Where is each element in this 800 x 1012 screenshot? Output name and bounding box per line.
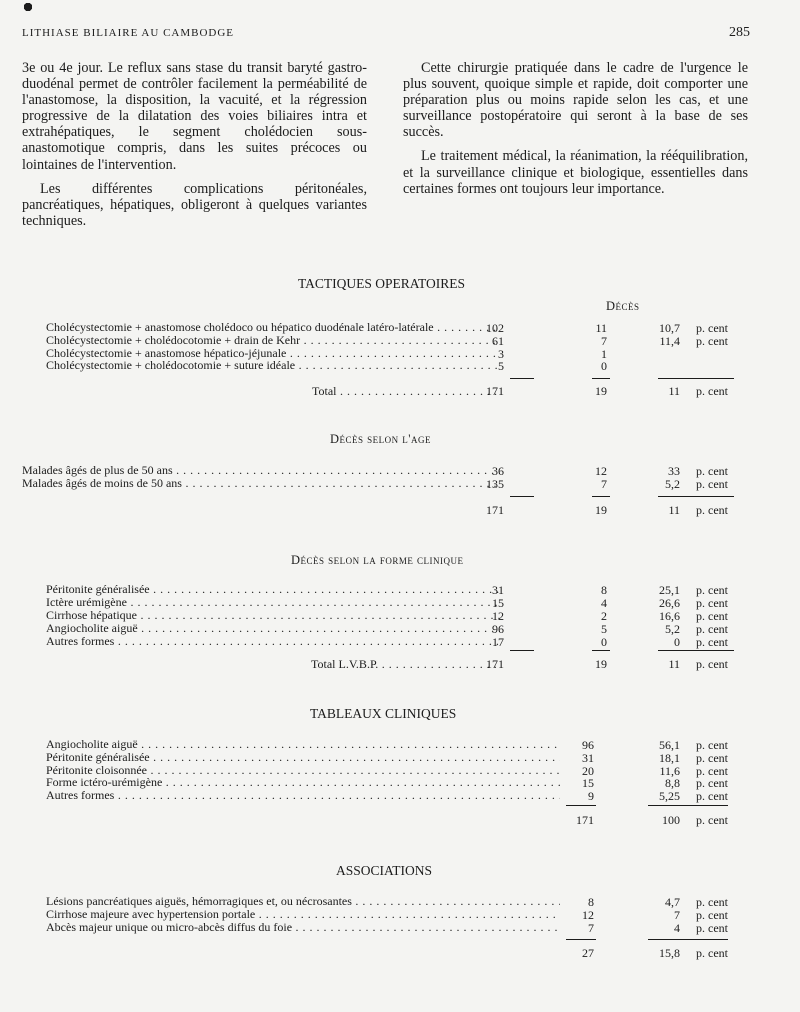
total-unit: p. cent <box>696 384 728 398</box>
row-deaths: 0 <box>601 635 607 649</box>
total-count: 171 <box>486 657 504 671</box>
row-unit: p. cent <box>696 763 728 778</box>
paragraph: Cette chirurgie pratiquée dans le cadre de l'urgence le plus souvent, quoique simple et rapide, doit comporter une préparation plus ou moins rapide selon les cas, et une surveillance postopératoire qui seront à la base de ses succès. <box>403 60 748 141</box>
total-rule <box>592 378 610 379</box>
row-count: 135 <box>486 477 504 491</box>
row-unit: p. cent <box>696 776 728 791</box>
row-label: Péritonite cloisonnée . . . <box>46 764 560 777</box>
paragraph: 3e ou 4e jour. Le reflux sans stase du transit baryté gastro-duodénal permet de contrôler facilement la perméabilité de l'anastomose, la disposition, la vacuité, et la régression progressive de la dilatation des voies biliaires intra et extrahépatiques, le segment cholédocien sous-anastomotique compris, dans les suites précoces ou lointaines de l'intervention. <box>22 60 367 173</box>
row-label: Malades âgés de plus de 50 ans . . . <box>22 464 500 477</box>
row-percent: 4,7 <box>665 895 680 909</box>
row-label: Cirrhose hépatique . . . <box>46 609 500 622</box>
total-deaths: 19 <box>595 503 607 517</box>
row-percent: 10,7 <box>659 321 680 335</box>
total-rule <box>658 378 734 379</box>
total-rule <box>658 496 734 497</box>
row-count: 15 <box>582 776 594 791</box>
total-percent: 15,8 <box>659 946 680 960</box>
row-deaths: 7 <box>601 333 607 348</box>
row-deaths: 2 <box>601 609 607 623</box>
row-unit: p. cent <box>696 635 728 649</box>
paragraph: Les différentes complications péritonéales, pancréatiques, hépatiques, obligeront à quelques variantes techniques. <box>22 180 367 229</box>
row-unit: p. cent <box>696 907 728 922</box>
row-percent: 25,1 <box>659 583 680 597</box>
row-label: Autres formes . . . <box>46 789 560 802</box>
row-label: Angiocholite aiguë . . . <box>46 738 560 751</box>
row-unit: p. cent <box>696 596 728 610</box>
row-unit: p. cent <box>696 622 728 636</box>
total-rule <box>648 805 728 806</box>
deces-column-header: Décès <box>606 299 640 313</box>
total-count: 27 <box>582 946 594 960</box>
table-title-tableaux: TABLEAUX CLINIQUES <box>310 706 457 721</box>
row-count: 7 <box>588 920 594 935</box>
row-percent: 4 <box>674 920 680 935</box>
total-percent: 11 <box>668 503 680 517</box>
row-unit: p. cent <box>696 738 728 752</box>
row-unit: p. cent <box>696 750 728 765</box>
total-unit: p. cent <box>696 813 728 827</box>
row-label: Cirrhose majeure avec hypertension portale . . . <box>46 908 560 921</box>
total-rule <box>658 650 734 651</box>
row-percent: 18,1 <box>659 750 680 765</box>
row-unit: p. cent <box>696 920 728 935</box>
row-deaths: 11 <box>595 321 607 335</box>
total-count: 171 <box>486 503 504 517</box>
row-label: Cholécystectomie + anastomose cholédoco ou hépatico duodénale latéro-latérale . . . <box>46 321 500 334</box>
row-unit: p. cent <box>696 464 728 478</box>
row-label: Cholécystectomie + cholédocotomie + drain de Kehr . . . <box>46 334 500 347</box>
total-percent: 11 <box>668 657 680 671</box>
row-label: Malades âgés de moins de 50 ans . . . <box>22 477 500 490</box>
row-deaths: 1 <box>601 346 607 361</box>
total-deaths: 19 <box>595 657 607 671</box>
row-count: 31 <box>582 750 594 765</box>
row-count: 96 <box>492 622 504 636</box>
total-rule <box>592 496 610 497</box>
row-count: 102 <box>486 321 504 335</box>
row-count: 15 <box>492 596 504 610</box>
bullet-icon <box>24 3 32 11</box>
row-label: Péritonite généralisée . . . <box>46 583 500 596</box>
running-head: LITHIASE BILIAIRE AU CAMBODGE <box>22 27 235 39</box>
row-percent: 0 <box>674 635 680 649</box>
row-deaths: 4 <box>601 596 607 610</box>
row-deaths: 5 <box>601 622 607 636</box>
row-percent: 5,25 <box>659 789 680 804</box>
row-percent: 7 <box>674 907 680 922</box>
row-count: 20 <box>582 763 594 778</box>
total-deaths: 19 <box>595 384 607 398</box>
row-label: Lésions pancréatiques aiguës, hémorragiques et, ou nécrosantes . . . <box>46 895 560 908</box>
row-deaths: 8 <box>601 583 607 597</box>
row-percent: 5,2 <box>665 477 680 491</box>
row-deaths: 0 <box>601 359 607 374</box>
left-column <box>22 60 367 237</box>
row-label: Forme ictéro-urémigène . . . <box>46 776 560 789</box>
total-rule <box>592 650 610 651</box>
table-title-age: Décès selon l'age <box>330 432 432 446</box>
row-count: 17 <box>492 635 504 649</box>
page-number: 285 <box>729 25 750 40</box>
row-count: 12 <box>492 609 504 623</box>
row-count: 12 <box>582 907 594 922</box>
row-count: 31 <box>492 583 504 597</box>
row-unit: p. cent <box>696 477 728 491</box>
total-rule <box>510 650 534 651</box>
total-unit: p. cent <box>696 503 728 517</box>
row-label: Cholécystectomie + cholédocotomie + suture idéale . . . <box>46 359 500 372</box>
row-percent: 56,1 <box>659 738 680 752</box>
total-unit: p. cent <box>696 946 728 960</box>
total-rule <box>566 939 596 940</box>
row-label: Péritonite généralisée . . . <box>46 751 560 764</box>
table-title-forme: Décès selon la forme clinique <box>291 553 464 567</box>
total-rule <box>566 805 596 806</box>
row-deaths: 7 <box>601 477 607 491</box>
row-count: 9 <box>588 789 594 804</box>
row-unit: p. cent <box>696 895 728 909</box>
row-label: Autres formes . . . <box>46 635 500 648</box>
row-unit: p. cent <box>696 609 728 623</box>
row-unit: p. cent <box>696 583 728 597</box>
row-percent: 5,2 <box>665 622 680 636</box>
row-label: Ictère urémigène . . . <box>46 596 500 609</box>
row-unit: p. cent <box>696 333 728 348</box>
table-title-tactiques: TACTIQUES OPERATOIRES <box>298 276 466 291</box>
row-percent: 26,6 <box>659 596 680 610</box>
row-count: 61 <box>492 333 504 348</box>
total-label: Total . . . <box>312 384 500 399</box>
table-title-associations: ASSOCIATIONS <box>336 863 433 878</box>
row-count: 8 <box>588 895 594 909</box>
right-column <box>403 60 748 205</box>
row-unit: p. cent <box>696 321 728 335</box>
row-percent: 33 <box>668 464 680 478</box>
row-count: 96 <box>582 738 594 752</box>
total-rule <box>510 496 534 497</box>
row-label: Cholécystectomie + anastomose hépatico-jéjunale . . . <box>46 347 500 360</box>
total-rule <box>648 939 728 940</box>
total-count: 171 <box>486 384 504 398</box>
paragraph: Le traitement médical, la réanimation, la rééquilibration, et la surveillance clinique et biologique, essentielles dans certaines formes ont toujours leur importance. <box>403 148 748 197</box>
total-count: 171 <box>576 813 594 827</box>
row-label: Abcès majeur unique ou micro-abcès diffus du foie . . . <box>46 921 560 934</box>
row-deaths: 12 <box>595 464 607 478</box>
total-label: Total L.V.B.P. . . . <box>311 657 500 672</box>
row-percent: 16,6 <box>659 609 680 623</box>
total-unit: p. cent <box>696 657 728 671</box>
row-count: 36 <box>492 464 504 478</box>
row-percent: 11,6 <box>659 763 680 778</box>
total-rule <box>510 378 534 379</box>
row-label: Angiocholite aiguë . . . <box>46 622 500 635</box>
total-percent: 100 <box>662 813 680 827</box>
row-count: 5 <box>498 359 504 374</box>
row-percent: 8,8 <box>665 776 680 791</box>
total-percent: 11 <box>668 384 680 398</box>
row-count: 3 <box>498 346 504 361</box>
row-unit: p. cent <box>696 789 728 804</box>
row-percent: 11,4 <box>659 333 680 348</box>
